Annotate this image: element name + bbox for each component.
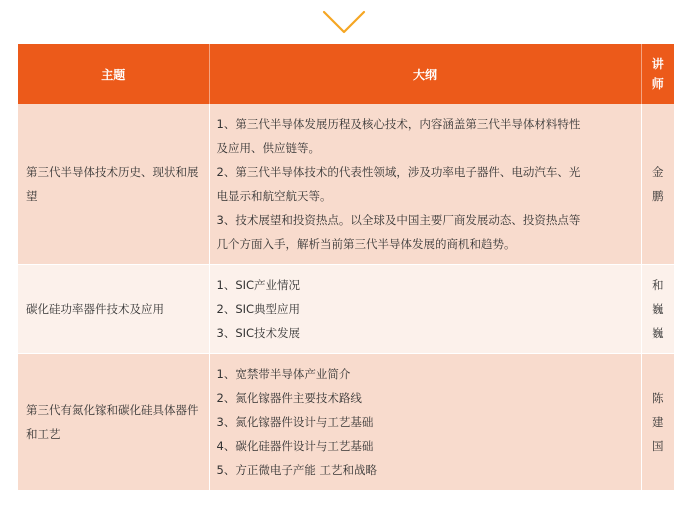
- outline-line: 3、技术展望和投资热点。以全球及中国主要厂商发展动态、投资热点等: [216, 213, 581, 227]
- outline-line: 3、SIC技术发展: [216, 326, 301, 340]
- outline-line: 5、方正微电子产能 工艺和战略: [216, 463, 377, 477]
- lecturer-char: 师: [651, 77, 664, 91]
- lecturer-char: 陈: [652, 391, 664, 405]
- outline-line: 及应用、供应链等。: [216, 141, 320, 155]
- syllabus-table: [18, 44, 674, 491]
- lecturer-cell: [641, 265, 674, 354]
- header-lecturer: [641, 44, 674, 104]
- outline-line: 几个方面入手，解析当前第三代半导体发展的商机和趋势。: [216, 237, 516, 251]
- topic-cell: 第三代半导体技术历史、现状和展望: [18, 104, 209, 265]
- header-outline: 大纲: [209, 44, 641, 104]
- lecturer-char: 巍: [652, 302, 664, 316]
- outline-line: 1、第三代半导体发展历程及核心技术，内容涵盖第三代半导体材料特性: [216, 117, 581, 131]
- header-topic: 主题: [18, 44, 209, 104]
- lecturer-char: 国: [652, 439, 664, 453]
- outline-cell: [209, 354, 641, 491]
- lecturer-char: 和: [652, 278, 664, 292]
- outline-line: 2、氮化镓器件主要技术路线: [216, 391, 362, 405]
- table-header-row: [18, 44, 674, 104]
- outline-line: 2、SIC典型应用: [216, 302, 301, 316]
- table-row: [18, 265, 674, 354]
- lecturer-cell: [641, 354, 674, 491]
- outline-line: 2、第三代半导体技术的代表性领域，涉及功率电子器件、电动汽车、光: [216, 165, 581, 179]
- lecturer-char: 巍: [652, 326, 664, 340]
- table-row: [18, 354, 674, 491]
- outline-line: 1、SIC产业情况: [216, 278, 301, 292]
- outline-cell: [209, 104, 641, 265]
- outline-cell: [209, 265, 641, 354]
- outline-line: 4、碳化硅器件设计与工艺基础: [216, 439, 374, 453]
- topic-cell: 第三代有氮化镓和碳化硅具体器件和工艺: [18, 354, 209, 491]
- lecturer-char: 鹏: [652, 189, 664, 203]
- outline-line: 1、宽禁带半导体产业简介: [216, 367, 351, 381]
- lecturer-char: 建: [652, 415, 664, 429]
- table-row: [18, 104, 674, 265]
- topic-cell: 碳化硅功率器件技术及应用: [18, 265, 209, 354]
- outline-line: 电显示和航空航天等。: [216, 189, 332, 203]
- chevron-down-icon: [322, 10, 366, 36]
- lecturer-cell: [641, 104, 674, 265]
- lecturer-char: 金: [652, 165, 664, 179]
- lecturer-char: 讲: [651, 57, 664, 71]
- outline-line: 3、氮化镓器件设计与工艺基础: [216, 415, 374, 429]
